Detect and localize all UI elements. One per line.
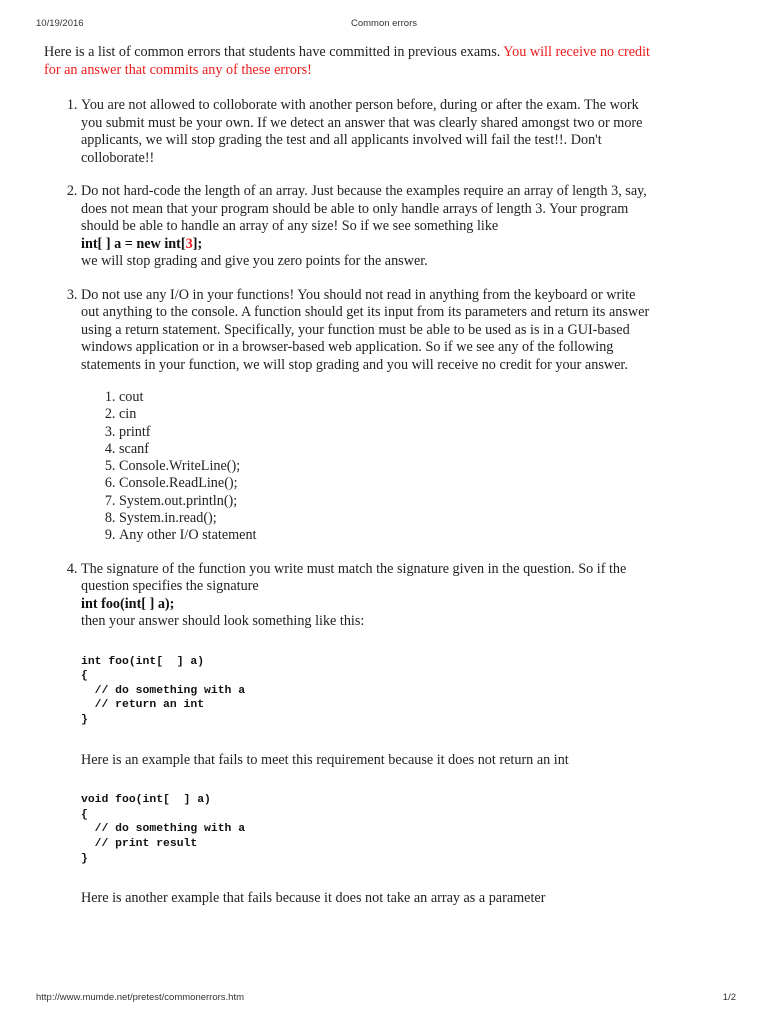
- signature-example: int foo(int[ ] a);: [81, 595, 175, 612]
- error-item-2-text: Do not hard-code the length of an array. Just because the examples require an array of length 3, say, does not mean that your program should be able to only handle arrays of length 3. Your program should be able to handle an array of any size! So if we see something like: [81, 183, 647, 234]
- fail-code-block: void foo(int[ ] a) { // do something with a // print result }: [81, 794, 246, 865]
- page-footer: [0, 992, 768, 1006]
- io-list-item: 2. cin: [119, 406, 654, 423]
- io-statement-list: [81, 389, 654, 545]
- io-list-item: 5. Console.WriteLine();: [119, 458, 654, 475]
- page-number: 1/2: [722, 992, 736, 1003]
- array-code-length: 3: [185, 235, 193, 252]
- error-item-2: [81, 183, 654, 271]
- document-body: [44, 44, 654, 924]
- error-item-4: [81, 561, 654, 908]
- io-list-item: 1. cout: [119, 389, 654, 406]
- io-list-item: 6. Console.ReadLine();: [119, 475, 654, 492]
- error-item-2-after: we will stop grading and give you zero points for the answer.: [81, 253, 428, 269]
- errors-list: [44, 97, 654, 908]
- error-item-1-text: You are not allowed to colloborate with another person before, during or after the exam. The work you submit must be your own. If we detect an answer that was clearly shared amongst two or more applicants, we will stop grading the test and all applicants involved will fail the test!!. Don't colloborate!!: [81, 97, 643, 166]
- error-item-3: [81, 287, 654, 545]
- io-list-item: 3. printf: [119, 424, 654, 441]
- io-list-item: 8. System.in.read();: [119, 510, 654, 527]
- array-code-example: [81, 236, 202, 252]
- fail-example-2-text: Here is another example that fails because it does not take an array as a parameter: [81, 890, 546, 907]
- array-code-before: int[ ] a = new int[: [81, 235, 186, 252]
- error-item-1: [81, 97, 654, 167]
- correct-code-block: int foo(int[ ] a) { // do something with a // return an int }: [81, 655, 246, 727]
- fail-example-1-text: Here is an example that fails to meet this requirement because it does not return an int: [81, 751, 569, 768]
- error-item-3-text: Do not use any I/O in your functions! You should not read in anything from the keyboard or write out anything to the console. A function should get its input from its parameters and return its answer using a return statement. Specifically, your function must be able to be used as is in a GUI-based windows application or in a browser-based web application. So if we see any of the following statements in your function, we will stop grading and you will receive no credit for your answer.: [81, 286, 650, 373]
- page-header: [0, 18, 768, 32]
- intro-text: Here is a list of common errors that students have committed in previous exams.: [44, 44, 504, 60]
- io-list-item: 4. scanf: [119, 441, 654, 458]
- io-list-item: 7. System.out.println();: [119, 493, 654, 510]
- error-item-4-then: then your answer should look something like this:: [81, 613, 365, 630]
- page-title: Common errors: [351, 18, 417, 29]
- io-list-item: 9. Any other I/O statement: [119, 527, 654, 544]
- page-url: http://www.mumde.net/pretest/commonerrors.htm: [36, 992, 245, 1003]
- print-date: 10/19/2016: [36, 18, 84, 29]
- error-item-4-text: The signature of the function you write must match the signature given in the question. So if the question specifies the signature: [81, 560, 627, 595]
- intro-warning: You will receive no credit for an answer that commits any of these errors!: [44, 44, 650, 78]
- array-code-after: ];: [192, 235, 203, 252]
- intro-paragraph: [44, 44, 654, 79]
